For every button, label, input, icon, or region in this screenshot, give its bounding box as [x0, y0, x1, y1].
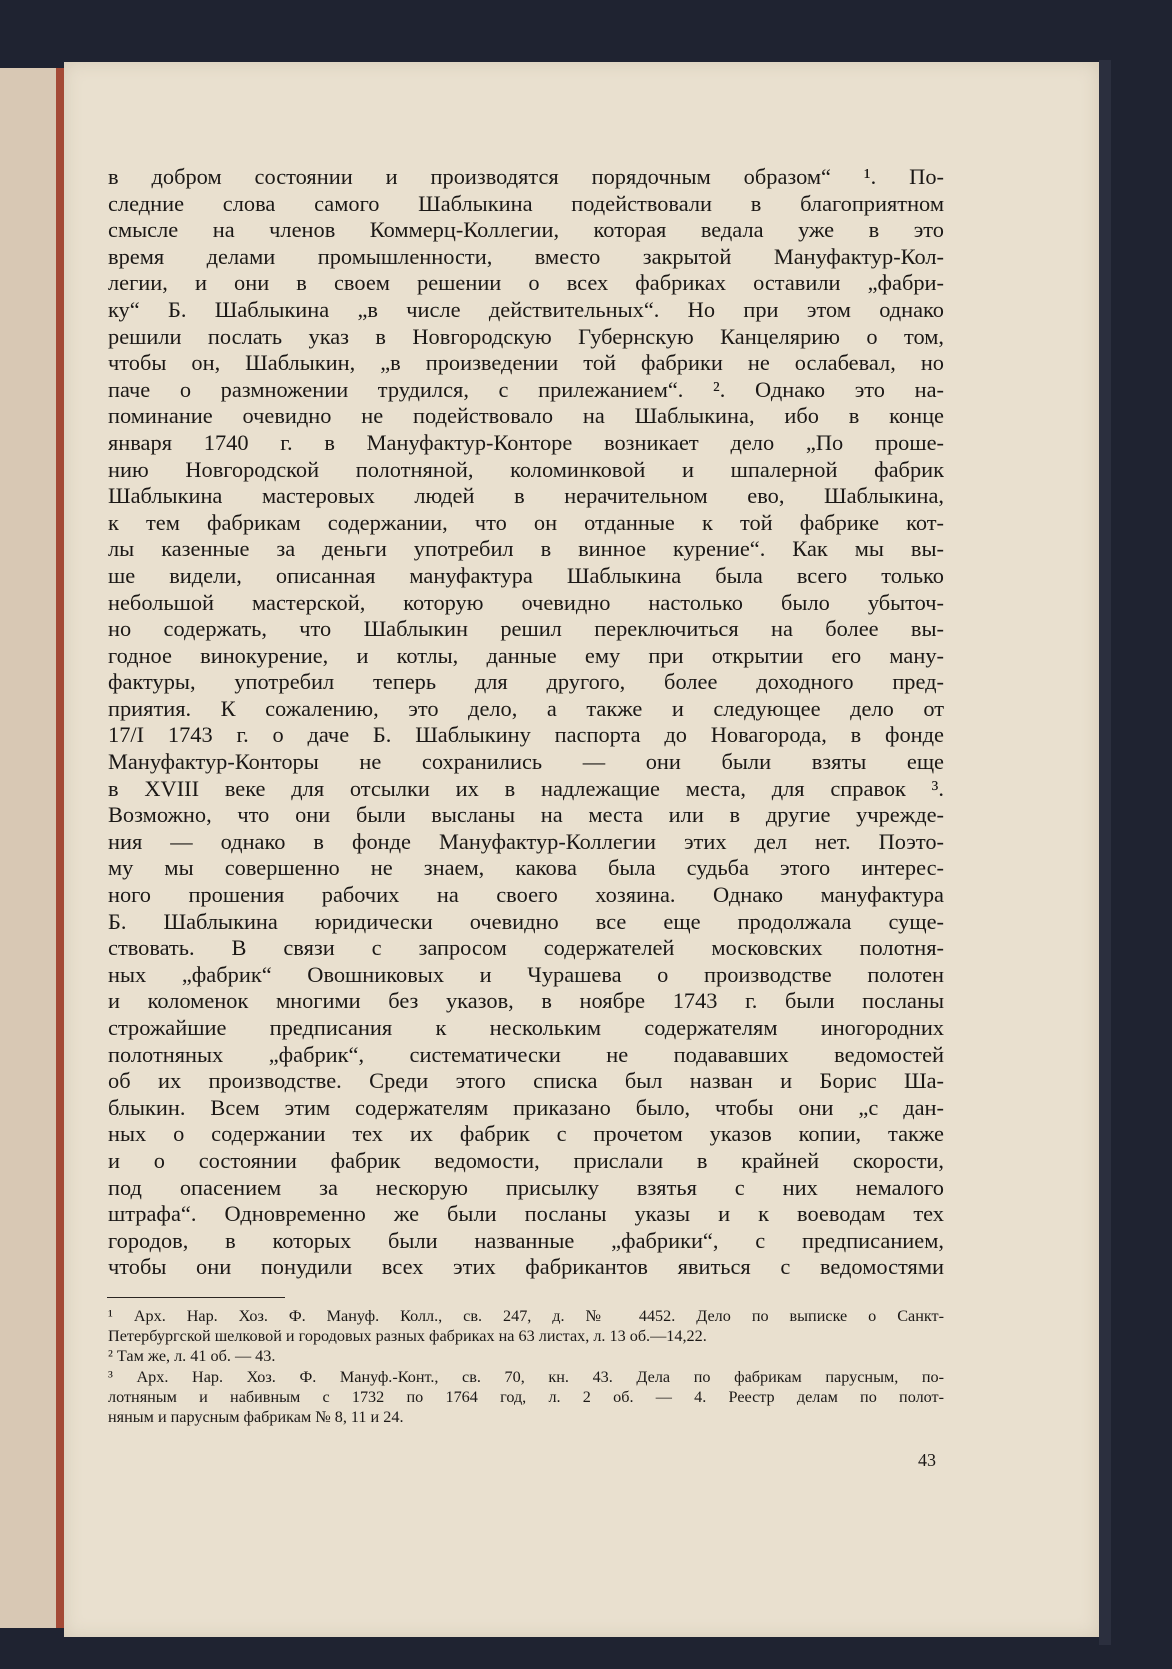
text-line: следние слова самого Шаблыкина подействовали в благоприятном [108, 190, 944, 216]
previous-page-edge [0, 68, 59, 1628]
text-line: время делами промышленности, вместо закрытой Мануфактур-Кол- [108, 243, 944, 269]
text-line: полотняных „фабрик“, систематически не подававших ведомостей [108, 1041, 944, 1067]
text-line: ния — однако в фонде Мануфактур-Коллегии этих дел нет. Поэто- [108, 828, 944, 854]
text-line: ного прошения рабочих на своего хозяина. Однако мануфактура [108, 882, 944, 908]
main-text-block [108, 164, 944, 1281]
text-line: годное винокурение, и котлы, данные ему при открытии его ману- [108, 642, 944, 668]
footnote-line: ³ Арх. Нар. Хоз. Ф. Мануф.-Конт., св. 70, кн. 43. Дела по фабрикам парусным, по- [108, 1367, 944, 1386]
page-number: 43 [918, 1450, 936, 1470]
book-spine-edge [56, 68, 64, 1628]
text-line: строжайшие предписания к нескольким содержателям иногородних [108, 1015, 944, 1040]
text-line: чтобы они понудили всех этих фабрикантов явиться с ведомостями [108, 1254, 944, 1280]
text-line: штрафа“. Одновременно же были посланы указы и к воеводам тех [108, 1201, 944, 1227]
text-line: городов, в которых были названные „фабрики“, с предписанием, [108, 1227, 944, 1253]
text-line: Мануфактур-Конторы не сохранились — они были взяты еще [108, 749, 944, 775]
footnote-separator [107, 1297, 285, 1298]
page-right-shadow [1099, 60, 1111, 1645]
text-line: ствовать. В связи с запросом содержателей московских полотня- [108, 935, 944, 961]
text-line: под опасением за нескорую присылку взятья с них немалого [108, 1174, 944, 1200]
footnotes-block [108, 1306, 944, 1427]
footnote-line: няным и парусным фабрикам № 8, 11 и 24. [108, 1407, 404, 1426]
text-line: легии, и они в своем решении о всех фабриках оставили „фабри- [108, 270, 944, 296]
text-line: и о состоянии фабрик ведомости, прислали в крайней скорости, [108, 1147, 944, 1173]
text-line: чтобы он, Шаблыкин, „в произведении той фабрики не ослабевал, но [108, 350, 944, 376]
text-line: в добром состоянии и производятся порядочным образом“ ¹. По- [108, 164, 944, 189]
text-line: поминание очевидно не подействовало на Шаблыкина, ибо в конце [108, 403, 944, 429]
text-line: му мы совершенно не знаем, какова была судьба этого интерес- [108, 855, 944, 881]
text-line: января 1740 г. в Мануфактур-Конторе возникает дело „По проше- [108, 429, 944, 455]
text-line: небольшой мастерской, которую очевидно настолько было убыточ- [108, 589, 944, 615]
text-line: ку“ Б. Шаблыкина „в числе действительных“. Но при этом однако [108, 296, 944, 322]
text-line: и коломенок многими без указов, в ноябре 1743 г. были посланы [108, 988, 944, 1014]
text-line: но содержать, что Шаблыкин решил переключиться на более вы- [108, 616, 944, 642]
text-line: Возможно, что они были высланы на места или в другие учрежде- [108, 802, 944, 828]
footnote-line: ² Там же, л. 41 об. — 43. [108, 1347, 276, 1366]
text-line: блыкин. Всем этим содержателям приказано было, чтобы они „с дан- [108, 1094, 944, 1120]
text-line: Б. Шаблыкина юридически очевидно все еще продолжала суще- [108, 908, 944, 934]
footnote-line: Петербургской шелковой и городовых разных фабриках на 63 листах, л. 13 об.—14,22. [108, 1327, 707, 1346]
text-line: смысле на членов Коммерц-Коллегии, которая ведала уже в это [108, 217, 944, 243]
text-line: нию Новгородской полотняной, коломинковой и шпалерной фабрик [108, 456, 944, 482]
text-line: паче о размножении трудился, с прилежанием“. ². Однако это на- [108, 376, 944, 402]
text-line: приятия. К сожалению, это дело, а также и следующее дело от [108, 695, 944, 721]
text-line: решили послать указ в Новгородскую Губернскую Канцелярию о том, [108, 323, 944, 349]
text-line: фактуры, употребил теперь для другого, более доходного пред- [108, 669, 944, 695]
text-line: 17/I 1743 г. о даче Б. Шаблыкину паспорта до Новагорода, в фонде [108, 722, 944, 748]
text-line: в XVIII веке для отсылки их в надлежащие места, для справок ³. [108, 775, 944, 801]
footnote-line: ¹ Арх. Нар. Хоз. Ф. Мануф. Колл., св. 247, д. № 4452. Дело по выписке о Санкт- [108, 1307, 944, 1325]
text-line: ных „фабрик“ Овошниковых и Чурашева о производстве полотен [108, 961, 944, 987]
text-line: к тем фабрикам содержании, что он отданные к той фабрике кот- [108, 509, 944, 535]
text-line: Шаблыкина мастеровых людей в нерачительном ево, Шаблыкина, [108, 483, 944, 509]
text-line: лы казенные за деньги употребил в винное курение“. Как мы вы- [108, 536, 944, 562]
footnote-line: лотняным и набивным с 1732 по 1764 год, л. 2 об. — 4. Реестр делам по полот- [108, 1387, 944, 1406]
text-line: ных о содержании тех их фабрик с прочетом указов копии, также [108, 1121, 944, 1147]
text-line: ше видели, описанная мануфактура Шаблыкина была всего только [108, 562, 944, 588]
text-line: об их производстве. Среди этого списка был назван и Борис Ша- [108, 1068, 944, 1094]
